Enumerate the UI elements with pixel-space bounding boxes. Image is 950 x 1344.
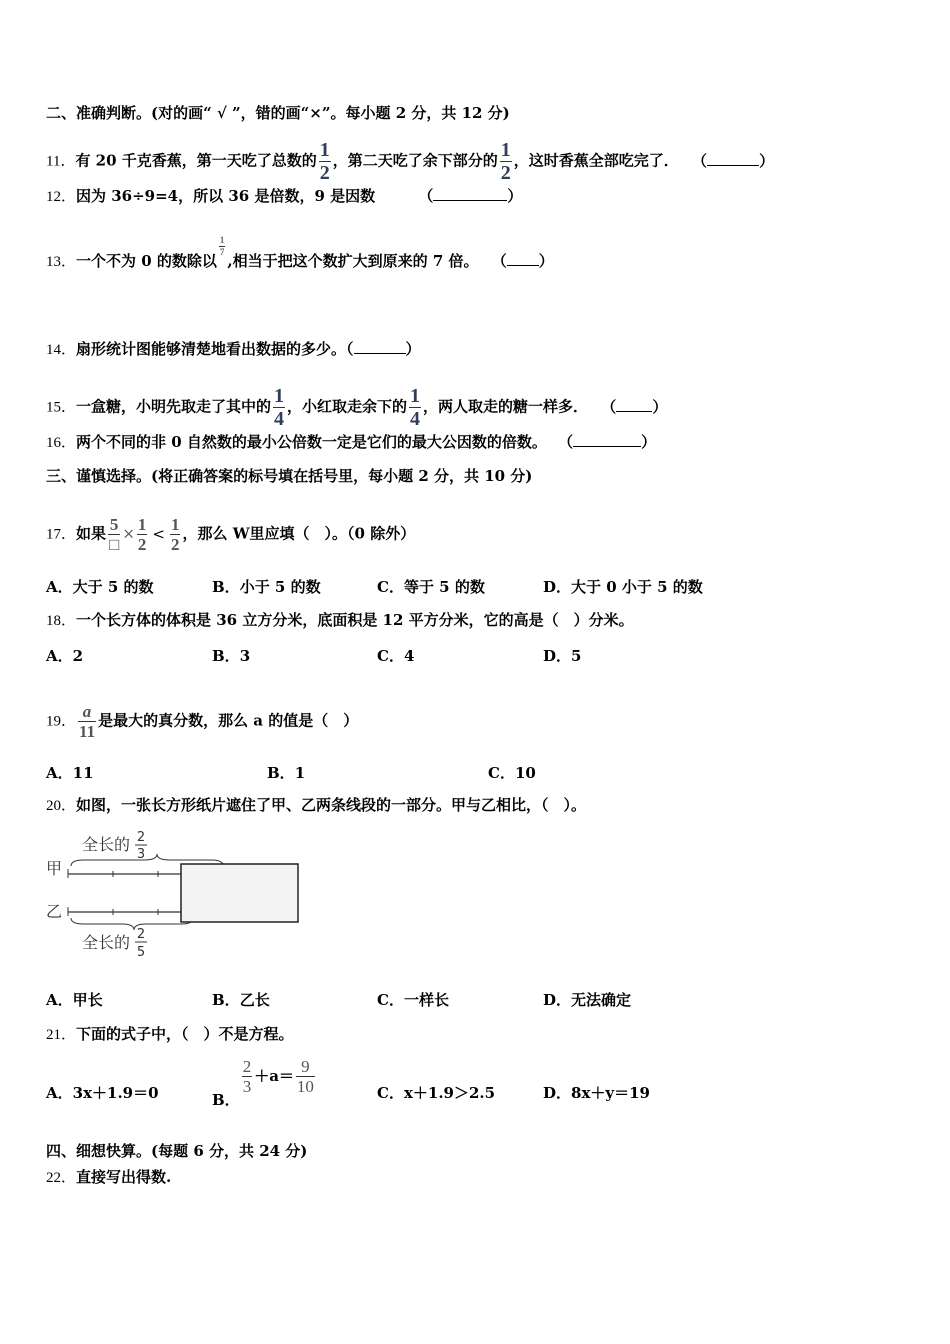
question-number: 13． xyxy=(46,254,77,270)
answer-blank[interactable]: （ ） xyxy=(491,252,554,270)
equation-middle: ＋a＝ xyxy=(254,1066,294,1085)
question-text: 一盒糖，小明先取走了其中的 xyxy=(76,397,272,416)
fraction: $\frac{1}{4}$ xyxy=(410,385,421,430)
fraction: $\frac{9}{10}$ xyxy=(296,1057,314,1096)
fraction: $\frac{a}{11}$ xyxy=(79,702,96,741)
paper-rectangle xyxy=(181,864,298,922)
section-3-title: 三、谨慎选择。(将正确答案的标号填在括号里，每小题 2 分，共 10 分) xyxy=(46,467,533,485)
question-text: 一个长方体的体积是 36 立方分米，底面积是 12 平方分米，它的高是（ ）分米。 xyxy=(76,611,634,629)
question-text: ，两人取走的糖一样多． xyxy=(423,397,589,416)
option-b[interactable]: B．1 xyxy=(267,764,306,782)
question-text: ，第二天吃了余下部分的 xyxy=(332,151,498,170)
option-a[interactable]: A．大于 5 的数 xyxy=(46,578,154,596)
question-number: 16． xyxy=(46,435,77,451)
option-a[interactable]: A．甲长 xyxy=(46,991,103,1009)
option-d[interactable]: D．5 xyxy=(543,647,582,665)
question-18 xyxy=(46,610,634,631)
question-12 xyxy=(46,186,522,207)
question-22 xyxy=(46,1167,171,1188)
answer-blank[interactable]: （ ） xyxy=(346,340,421,358)
question-text: ，小红取走余下的 xyxy=(287,397,408,416)
fraction: $\frac{1}{4}$ xyxy=(274,385,285,430)
option-c[interactable]: C．等于 5 的数 xyxy=(377,578,485,596)
top-fraction-numerator: 2 xyxy=(136,830,146,845)
answer-blank[interactable]: （ ） xyxy=(418,187,523,205)
fraction: $\frac{1}{2}$ xyxy=(170,515,180,554)
option-c[interactable]: C．一样长 xyxy=(377,991,449,1009)
fraction: $\frac{1}{2}$ xyxy=(319,139,330,184)
option-b[interactable]: B．乙长 xyxy=(212,991,270,1009)
question-number: 17． xyxy=(46,526,77,543)
option-a[interactable]: A．11 xyxy=(46,764,94,782)
section-2-title: 二、准确判断。(对的画“ √ ”，错的画“×”。每小题 2 分，共 12 分) xyxy=(46,104,510,122)
fraction: $\frac{1}{7}$ xyxy=(219,234,225,257)
answer-blank[interactable]: （ ） xyxy=(692,151,775,170)
option-a[interactable]: A．3x＋1.9＝0 xyxy=(46,1084,159,1102)
question-text: ，那么 W里应填（ ）。（0 除外） xyxy=(182,524,416,543)
label-jia: 甲 xyxy=(46,859,63,878)
label-top: 全长的 xyxy=(82,835,131,854)
question-13 xyxy=(46,234,554,273)
question-text: 如图，一张长方形纸片遮住了甲、乙两条线段的一部分。甲与乙相比，（ ）。 xyxy=(76,796,587,814)
question-number: 11． xyxy=(46,153,76,170)
question-text: ,相当于把这个数扩大到原来的 7 倍。 xyxy=(227,252,479,270)
question-number: 21． xyxy=(46,1027,77,1043)
option-b[interactable]: B．小于 5 的数 xyxy=(212,578,321,596)
question-text: 下面的式子中，（ ）不是方程。 xyxy=(76,1025,294,1043)
question-17 xyxy=(46,516,415,553)
question-number: 22． xyxy=(46,1170,77,1186)
answer-blank[interactable]: （ ） xyxy=(601,397,668,416)
question-number: 15． xyxy=(46,399,77,416)
segment-figure xyxy=(44,826,306,960)
section-4-title: 四、细想快算。(每题 6 分，共 24 分) xyxy=(46,1142,308,1160)
option-c[interactable]: C．x＋1.9＞2.5 xyxy=(377,1084,496,1102)
question-number: 19． xyxy=(46,713,77,730)
question-14 xyxy=(46,339,421,360)
question-text: 扇形统计图能够清楚地看出数据的多少。 xyxy=(76,340,347,358)
question-text: 两个不同的非 0 自然数的最小公倍数一定是它们的最大公因数的倍数。 xyxy=(76,433,547,451)
bottom-fraction-numerator: 2 xyxy=(136,927,146,942)
option-d[interactable]: D．无法确定 xyxy=(543,991,632,1009)
question-text: 如果 xyxy=(76,524,107,543)
fraction: $\frac{1}{2}$ xyxy=(137,515,147,554)
option-b[interactable]: B．3 xyxy=(212,647,251,665)
option-d[interactable]: D．大于 0 小于 5 的数 xyxy=(543,578,703,596)
fraction: $\frac{1}{2}$ xyxy=(500,139,511,184)
question-text: 直接写出得数. xyxy=(76,1168,172,1186)
label-yi: 乙 xyxy=(46,902,63,921)
question-text: 因为 36÷9=4，所以 36 是倍数，9 是因数 xyxy=(76,187,376,205)
question-text: 一个不为 0 的数除以 xyxy=(76,252,217,270)
question-text: 有 20 千克香蕉，第一天吃了总数的 xyxy=(75,151,317,170)
fraction: $\frac{2}{3}$ xyxy=(242,1057,252,1096)
option-b[interactable]: B． $\frac{2}{3}$ ＋a＝ $\frac{9}{10}$ xyxy=(212,1057,314,1109)
option-a[interactable]: A．2 xyxy=(46,647,84,665)
question-number: 12． xyxy=(46,189,77,205)
fraction: $\frac{5}{□}$ xyxy=(109,515,120,554)
times-sign: × xyxy=(122,524,135,543)
option-c[interactable]: C．4 xyxy=(377,647,415,665)
question-19 xyxy=(46,703,358,740)
top-fraction-denominator: 3 xyxy=(136,847,146,862)
question-text: ，这时香蕉全部吃完了． xyxy=(513,151,679,170)
answer-blank[interactable]: （ ） xyxy=(558,433,657,451)
less-than-sign: < xyxy=(152,524,165,543)
question-20 xyxy=(46,795,586,816)
question-21 xyxy=(46,1024,294,1045)
option-c[interactable]: C．10 xyxy=(488,764,536,782)
question-number: 20． xyxy=(46,798,77,814)
bottom-fraction-denominator: 5 xyxy=(136,945,146,960)
label-bottom: 全长的 xyxy=(82,933,131,952)
question-number: 14． xyxy=(46,342,77,358)
question-number: 18． xyxy=(46,613,77,629)
question-11 xyxy=(46,140,774,183)
bottom-brace xyxy=(71,916,194,930)
question-15 xyxy=(46,386,667,429)
question-text: 是最大的真分数，那么 a 的值是（ ） xyxy=(98,711,359,730)
option-d[interactable]: D．8x＋y＝19 xyxy=(543,1084,650,1102)
question-16 xyxy=(46,432,656,453)
